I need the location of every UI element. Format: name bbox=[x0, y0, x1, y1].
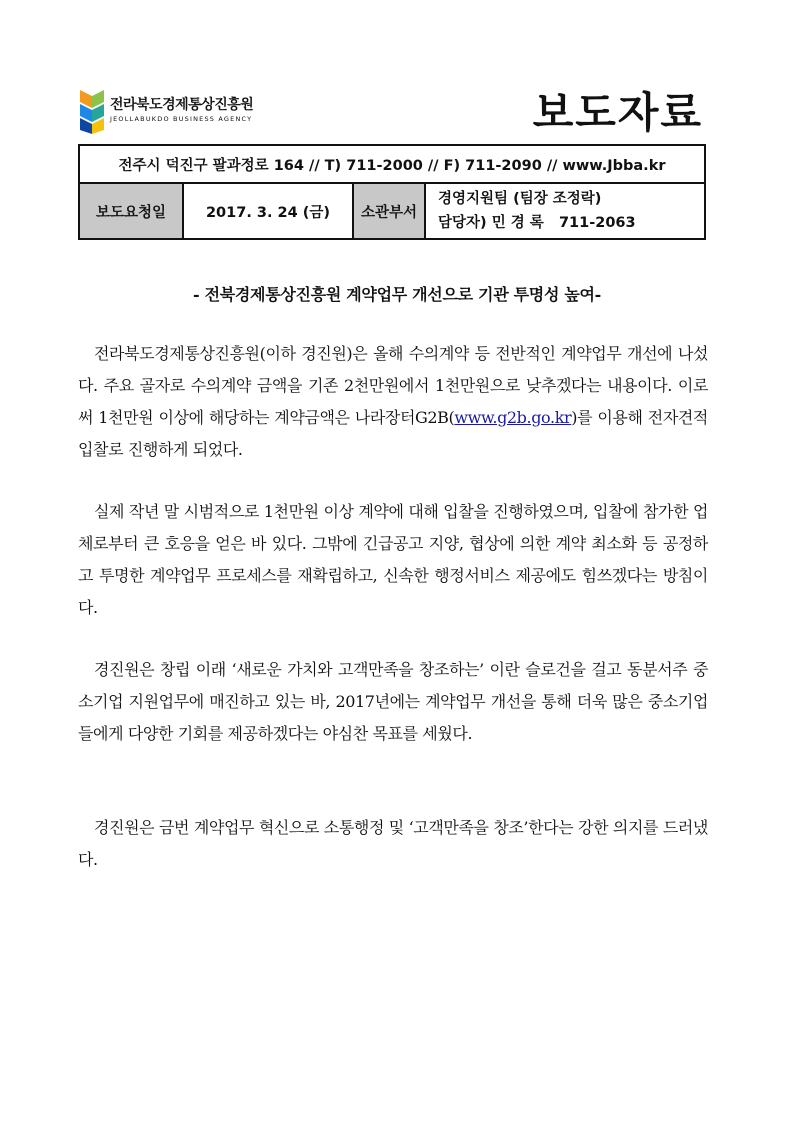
contact-line: 전주시 덕진구 팔과정로 164 // T) 711-2000 // F) 711-2090 // www.Jbba.kr bbox=[79, 145, 705, 183]
body-paragraph-2: 실제 작년 말 시범적으로 1천만원 이상 계약에 대해 입찰을 진행하였으며, 입찰에 참가한 업체로부터 큰 호응을 얻은 바 있다. 그밖에 긴급공고 지양, 협상에 의한 계약 최소화 등 공정하고 투명한 계약업무 프로세스를 재확립하고, 신속한 행정서비스 제공에도 힘쓰겠다는 방침이다. bbox=[78, 502, 708, 617]
p1-text-before: 전라북도경제통상진흥원(이하 경진원)은 올해 수의계약 등 전반적인 계약업무 개선에 나섰다. 주요 골자로 수의계약 금액을 기존 2천만원에서 1천만원으로 낮추겠다는 내용이다. 이로써 1천만원 이상에 해당하는 계약금액은 나라장터G2B( bbox=[78, 344, 708, 427]
agency-logo bbox=[76, 88, 276, 138]
logo-english-name: JEOLLABUKDO BUSINESS AGENCY bbox=[110, 115, 253, 123]
logo-korean-name: 전라북도경제통상진흥원 bbox=[110, 97, 254, 113]
release-date-label: 보도요청일 bbox=[79, 183, 183, 239]
department-label: 소관부서 bbox=[353, 183, 425, 239]
release-date-value: 2017. 3. 24 (금) bbox=[183, 183, 353, 239]
info-table bbox=[78, 144, 706, 240]
department-contact: 담당자) 민 경 록 711-2063 bbox=[438, 215, 636, 231]
body-paragraph-3: 경진원은 창립 이래 ‘새로운 가치와 고객만족을 창조하는’ 이란 슬로건을 걸고 동분서주 중소기업 지원업무에 매진하고 있는 바, 2017년에는 계약업무 개선을 통해 더욱 많은 중소기업들에게 다양한 기회를 제공하겠다는 야심찬 목표를 세웠다. bbox=[78, 660, 708, 743]
body-paragraph-1 bbox=[78, 338, 708, 466]
p1-text-after: )를 이용해 전자견적 입찰로 진행하게 되었다. bbox=[78, 408, 708, 459]
document-type-title: 보도자료 bbox=[532, 88, 703, 137]
logo-mark-icon bbox=[76, 88, 106, 136]
g2b-link[interactable]: www.g2b.go.kr bbox=[454, 408, 572, 427]
body-paragraph-4: 경진원은 금번 계약업무 혁신으로 소통행정 및 ‘고객만족을 창조’한다는 강한 의지를 드러냈다. bbox=[78, 818, 708, 869]
department-team: 경영지원팀 (팀장 조정락) bbox=[438, 191, 602, 207]
press-headline: - 전북경제통상진흥원 계약업무 개선으로 기관 투명성 높여- bbox=[192, 285, 602, 304]
department-value bbox=[425, 183, 705, 239]
